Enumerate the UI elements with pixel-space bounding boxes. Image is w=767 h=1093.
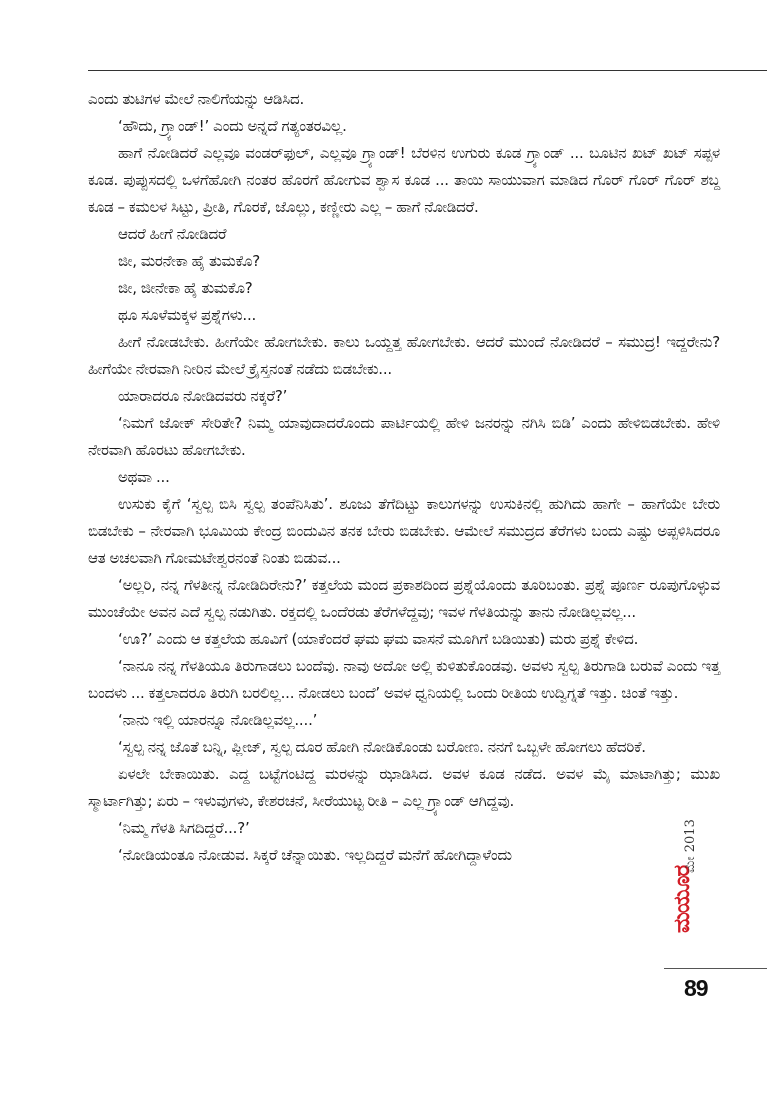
paragraph-10: ‘ನಿಮಗೆ ಜೋಕ್ ಸೇರಿತೇ? ನಿಮ್ಮ ಯಾವುದಾದರೊಂದು ಪಾರ್ಟಿಯಲ್ಲಿ ಹೇಳಿ ಜನರನ್ನು ನಗಿಸಿ ಬಿಡಿ’ ಎಂದು ಹೇಳಿಬಿಡಬೇಕು. ಹೇಳಿ ನೇರವಾಗಿ ಹೊರಟು ಹೋಗಬೇಕು. [88,414,720,459]
paragraph-5: ಜೀ, ಮರನೇಕಾ ಹೈ ತುಮಕೊ? [118,252,261,270]
paragraph-7: ಥೂ ಸೂಳೆಮಕ್ಕಳ ಪ್ರಶ್ನೆಗಳು... [118,306,257,324]
paragraph-20: ‘ನೋಡಿಯಂತೂ ನೋಡುವ. ಸಿಕ್ಕರೆ ಚೆನ್ನಾಯಿತು. ಇಲ್ಲದಿದ್ದರೆ ಮನೆಗೆ ಹೋಗಿದ್ದಾಳೆಂದು [118,846,512,864]
footer-rule [664,968,767,969]
paragraph-1: ಎಂದು ತುಟಿಗಳ ಮೇಲೆ ನಾಲಿಗೆಯನ್ನು ಆಡಿಸಿದ. [88,90,305,108]
paragraph-6: ಜೀ, ಜೀನೇಕಾ ಹೈ ತುಮಕೊ? [118,279,253,297]
magazine-masthead: ಮಯೂರ [670,865,695,933]
paragraph-15: ‘ನಾನೂ ನನ್ನ ಗೆಳತಿಯೂ ತಿರುಗಾಡಲು ಬಂದೆವು. ನಾವು ಅದೋ ಅಲ್ಲಿ ಕುಳಿತುಕೊಂಡವು. ಅವಳು ಸ್ವಲ್ಪ ತಿರುಗಾಡಿ ಬರುವೆ ಎಂದು ಇತ್ತ ಬಂದಳು ... ಕತ್ತಲಾದರೂ ತಿರುಗಿ ಬರಲಿಲ್ಲ... ನೋಡಲು ಬಂದೆ’ ಅವಳ ಧ್ವನಿಯಲ್ಲಿ ಒಂದು ರೀತಿಯ ಉದ್ವಿಗ್ನತೆ ಇತ್ತು. ಚಿಂತೆ ಇತ್ತು. [88,657,720,702]
paragraph-17: ‘ಸ್ವಲ್ಪ ನನ್ನ ಜೊತೆ ಬನ್ನಿ, ಪ್ಲೀಜ್, ಸ್ವಲ್ಪ ದೂರ ಹೋಗಿ ನೋಡಿಕೊಂಡು ಬರೋಣ. ನನಗೆ ಒಬ್ಬಳೇ ಹೋಗಲು ಹೆದರಿಕೆ. [118,738,646,756]
paragraph-11: ಅಥವಾ ... [118,468,170,486]
paragraph-19: ‘ನಿಮ್ಮ ಗೆಳತಿ ಸಿಗದಿದ್ದರೆ...?’ [118,819,250,837]
top-rule [88,70,767,71]
paragraph-2: ‘ಹೌದು, ಗ್ರ್ಯಾಂಡ್!’ ಎಂದು ಅನ್ನದೆ ಗತ್ಯಂತರವಿಲ್ಲ. [118,117,347,135]
paragraph-12: ಉಸುಕು ಕೈಗೆ ‘ಸ್ವಲ್ಪ ಬಿಸಿ ಸ್ವಲ್ಪ ತಂಪೆನಿಸಿತು’. ಶೂಜು ತೆಗೆದಿಟ್ಟು ಕಾಲುಗಳನ್ನು ಉಸುಕಿನಲ್ಲಿ ಹುಗಿದು ಹಾಗೇ – ಹಾಗೆಯೇ ಬೇರು ಬಿಡಬೇಕು – ನೇರವಾಗಿ ಭೂಮಿಯ ಕೇಂದ್ರ ಬಿಂದುವಿನ ತನಕ ಬೇರು ಬಿಡಬೇಕು. ಆಮೇಲೆ ಸಮುದ್ರದ ತೆರೆಗಳು ಬಂದು ಎಷ್ಟು ಅಪ್ಪಳಿಸಿದರೂ ಆತ ಅಚಲವಾಗಿ ಗೋಮಟೇಶ್ವರನಂತೆ ನಿಂತು ಬಿಡುವ... [88,495,720,567]
paragraph-13: ‘ಅಲ್ಲರಿ, ನನ್ನ ಗೆಳತೀನ್ನ ನೋಡಿದಿರೇನು?’ ಕತ್ತಲೆಯ ಮಂದ ಪ್ರಕಾಶದಿಂದ ಪ್ರಶ್ನೆಯೊಂದು ತೂರಿಬಂತು. ಪ್ರಶ್ನೆ ಪೂರ್ಣ ರೂಪುಗೊಳ್ಳುವ ಮುಂಚೆಯೇ ಅವನ ಎದೆ ಸ್ವಲ್ಪ ನಡುಗಿತು. ರಕ್ತದಲ್ಲಿ ಒಂದೆರಡು ತೆರೆಗಳೆದ್ದವು; ಇವಳ ಗೆಳತಿಯನ್ನು ತಾನು ನೋಡಿಲ್ಲವಲ್ಲ... [88,576,720,621]
paragraph-8: ಹೀಗೆ ನೋಡಬೇಕು. ಹೀಗೆಯೇ ಹೋಗಬೇಕು. ಕಾಲು ಒಯ್ದತ್ತ ಹೋಗಬೇಕು. ಆದರೆ ಮುಂದೆ ನೋಡಿದರೆ – ಸಮುದ್ರ! ಇದ್ದರೇನು? ಹೀಗೆಯೇ ನೇರವಾಗಿ ನೀರಿನ ಮೇಲೆ ಕ್ರೈಸ್ತನಂತೆ ನಡೆದು ಬಿಡಬೇಕು... [88,333,720,378]
paragraph-16: ‘ನಾನು ಇಲ್ಲಿ ಯಾರನ್ನೂ ನೋಡಿಲ್ಲವಲ್ಲ....’ [118,711,318,729]
paragraph-9: ಯಾರಾದರೂ ನೋಡಿದವರು ನಕ್ಕರೆ?’ [118,387,288,405]
paragraph-3: ಹಾಗೆ ನೋಡಿದರೆ ಎಲ್ಲವೂ ವಂಡರ್‌ಫುಲ್, ಎಲ್ಲವೂ ಗ್ರ್ಯಾಂಡ್! ಬೆರಳಿನ ಉಗುರು ಕೂಡ ಗ್ರ್ಯಾಂಡ್ ... ಬೂಟಿನ ಖಟ್ ಖಟ್ ಸಪ್ಪಳ ಕೂಡ. ಪುಪ್ಪುಸದಲ್ಲಿ ಒಳಗೆಹೋಗಿ ನಂತರ ಹೊರಗೆ ಹೋಗುವ ಶ್ವಾಸ ಕೂಡ ... ತಾಯಿ ಸಾಯುವಾಗ ಮಾಡಿದ ಗೊರ್ ಗೊರ್ ಗೊರ್ ಶಬ್ದ ಕೂಡ – ಕಮಲಳ ಸಿಟ್ಟು, ಪ್ರೀತಿ, ಗೊರಕೆ, ಜೊಲ್ಲು, ಕಣ್ಣೀರು ಎಲ್ಲ – ಹಾಗೆ ನೋಡಿದರೆ. [88,144,720,216]
article-body [88,86,720,869]
issue-date: ಮೇ 2013 [683,819,698,873]
paragraph-4: ಆದರೆ ಹೀಗೆ ನೋಡಿದರೆ [118,225,227,243]
paragraph-18: ಏಳಲೇ ಬೇಕಾಯಿತು. ಎದ್ದ ಬಟ್ಟೆಗಂಟಿದ್ದ ಮರಳನ್ನು ಝಾಡಿಸಿದ. ಅವಳ ಕೂಡ ನಡೆದ. ಅವಳ ಮೈ ಮಾಟಾಗಿತ್ತು; ಮುಖ ಸ್ಮಾರ್ಟಾಗಿತ್ತು; ಏರು – ಇಳುವುಗಳು, ಕೇಶರಚನೆ, ಸೀರೆಯುಟ್ಟ ರೀತಿ – ಎಲ್ಲ ಗ್ರ್ಯಾಂಡ್ ಆಗಿದ್ದವು. [88,765,720,810]
page-number: 89 [684,975,708,1001]
paragraph-14: ‘ಊ?’ ಎಂದು ಆ ಕತ್ತಲೆಯ ಹೂವಿಗೆ (ಯಾಕೆಂದರೆ ಘಮ ಘಮ ವಾಸನೆ ಮೂಗಿಗೆ ಬಡಿಯಿತು) ಮರು ಪ್ರಶ್ನೆ ಕೇಳಿದ. [118,630,639,648]
